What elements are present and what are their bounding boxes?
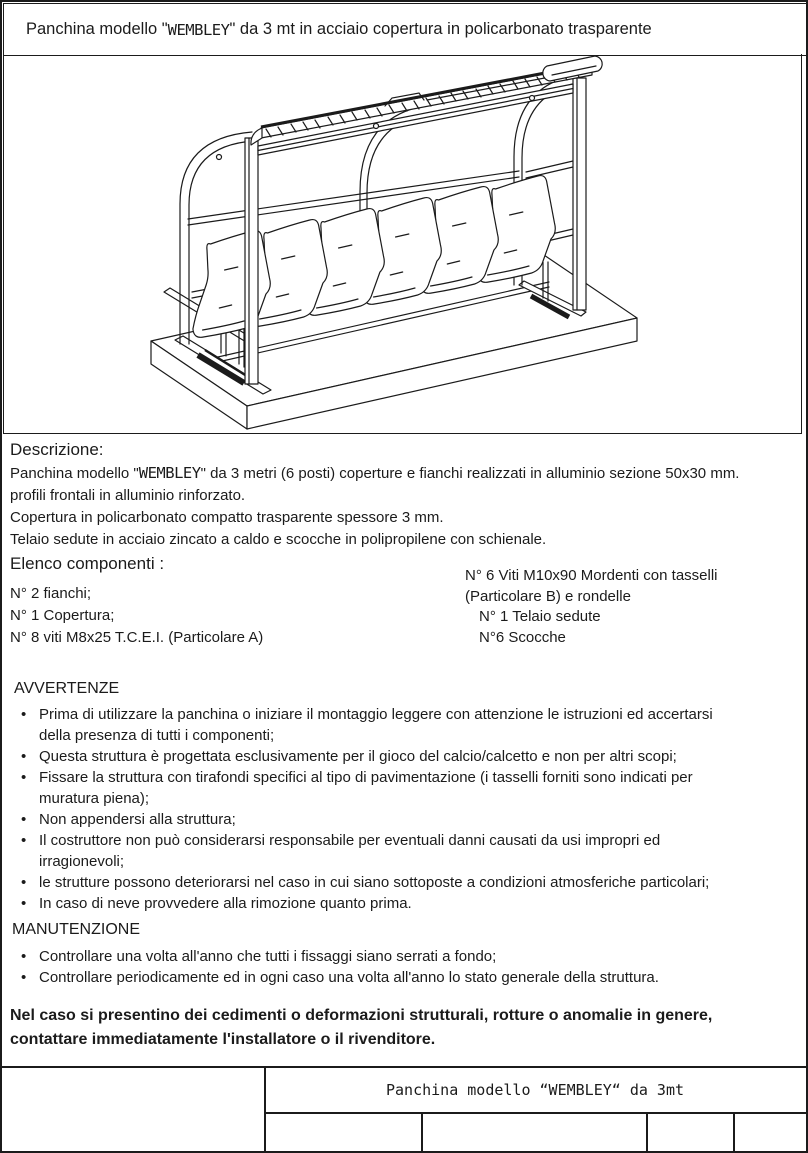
- final-note: [10, 1004, 712, 1052]
- footer-table-vline: [421, 1112, 423, 1153]
- final-note-line-1: Nel caso si presentino dei cedimenti o deformazioni strutturali, rotture o anomalie in genere,: [10, 1007, 713, 1024]
- warnings-list: [20, 704, 800, 914]
- warning-item: • Questa struttura è progettata esclusivamente per il gioco del calcio/calcetto e non per altri scopi;: [20, 746, 800, 767]
- warning-item: • Il costruttore non può considerarsi responsabile per eventuali danni causati da usi impropri ed irragionevoli;: [20, 830, 800, 872]
- fastener-mark: [374, 124, 379, 129]
- component-item: N° 8 viti M8x25 T.C.E.I. (Particolare A): [10, 629, 264, 646]
- warning-item: • Fissare la struttura con tirafondi specifici al tipo di pavimentazione (i tasselli forniti sono indicati per muratura piena);: [20, 767, 800, 809]
- component-item: (Particolare B) e rondelle: [465, 587, 631, 605]
- components-left-list: [10, 583, 263, 649]
- component-item: N°6 Scocche: [479, 628, 566, 646]
- description-line-2: profili frontali in alluminio rinforzato.: [10, 487, 246, 504]
- maintenance-list: [20, 946, 800, 988]
- components-right-list: [465, 566, 718, 648]
- document-title: [3, 3, 808, 56]
- left-front-post: [245, 138, 258, 384]
- description-line-1: Panchina modello "WEMBLEY" da 3 metri (6 posti) coperture e fianchi realizzati in alluminio sezione 50x30 mm.: [10, 464, 740, 482]
- footer-table-vline: [733, 1112, 735, 1153]
- document-title-model: WEMBLEY: [167, 20, 230, 39]
- polycarbonate-roof-band: [261, 65, 592, 138]
- warning-item: • le strutture possono deteriorarsi nel caso in cui siano sottoposte a condizioni atmosferiche particolari;: [20, 872, 800, 893]
- warning-item: • In caso di neve provvedere alla rimozione quanto prima.: [20, 893, 800, 914]
- footer-table-vline: [646, 1112, 648, 1153]
- footer-title: Panchina modello “WEMBLEY“ da 3mt: [385, 1080, 684, 1099]
- drawing-box: [3, 54, 802, 434]
- component-item: N° 1 Telaio sedute: [479, 608, 601, 625]
- maintenance-item: • Controllare periodicamente ed in ogni caso una volta all'anno lo stato generale della struttura.: [20, 967, 800, 988]
- components-heading: Elenco componenti :: [10, 554, 165, 573]
- document-title-suffix: " da 3 mt in acciaio copertura in policarbonato trasparente: [229, 20, 652, 38]
- fastener-mark: [217, 155, 222, 160]
- description-line-3: Copertura in policarbonato compatto trasparente spessore 3 mm.: [10, 509, 444, 526]
- fastener-mark: [530, 96, 535, 101]
- right-front-post: [573, 78, 586, 310]
- warnings-heading: AVVERTENZE: [14, 680, 120, 697]
- maintenance-heading: MANUTENZIONE: [12, 921, 140, 938]
- maintenance-item: • Controllare una volta all'anno che tutti i fissaggi siano serrati a fondo;: [20, 946, 800, 967]
- description-line-4: Telaio sedute in acciaio zincato a caldo e scocche in polipropilene con schienale.: [10, 531, 547, 548]
- warning-item: • Prima di utilizzare la panchina o iniziare il montaggio leggere con attenzione le istruzioni ed accertarsi della presenza di tutti i componenti;: [20, 704, 800, 746]
- component-item: N° 2 fianchi;: [10, 585, 92, 602]
- description-heading: Descrizione:: [10, 440, 104, 459]
- warning-item: • Non appendersi alla struttura;: [20, 809, 800, 830]
- final-note-line-2: contattare immediatamente l'installatore o il rivenditore.: [10, 1031, 436, 1048]
- footer-table-mid-line: [264, 1112, 808, 1114]
- component-item: N° 6 Viti M10x90 Mordenti con tasselli: [465, 567, 718, 584]
- bench-technical-drawing: [4, 54, 801, 430]
- document-title-prefix: Panchina modello ": [26, 20, 168, 38]
- component-item: N° 1 Copertura;: [10, 607, 115, 624]
- description-body: [10, 462, 739, 551]
